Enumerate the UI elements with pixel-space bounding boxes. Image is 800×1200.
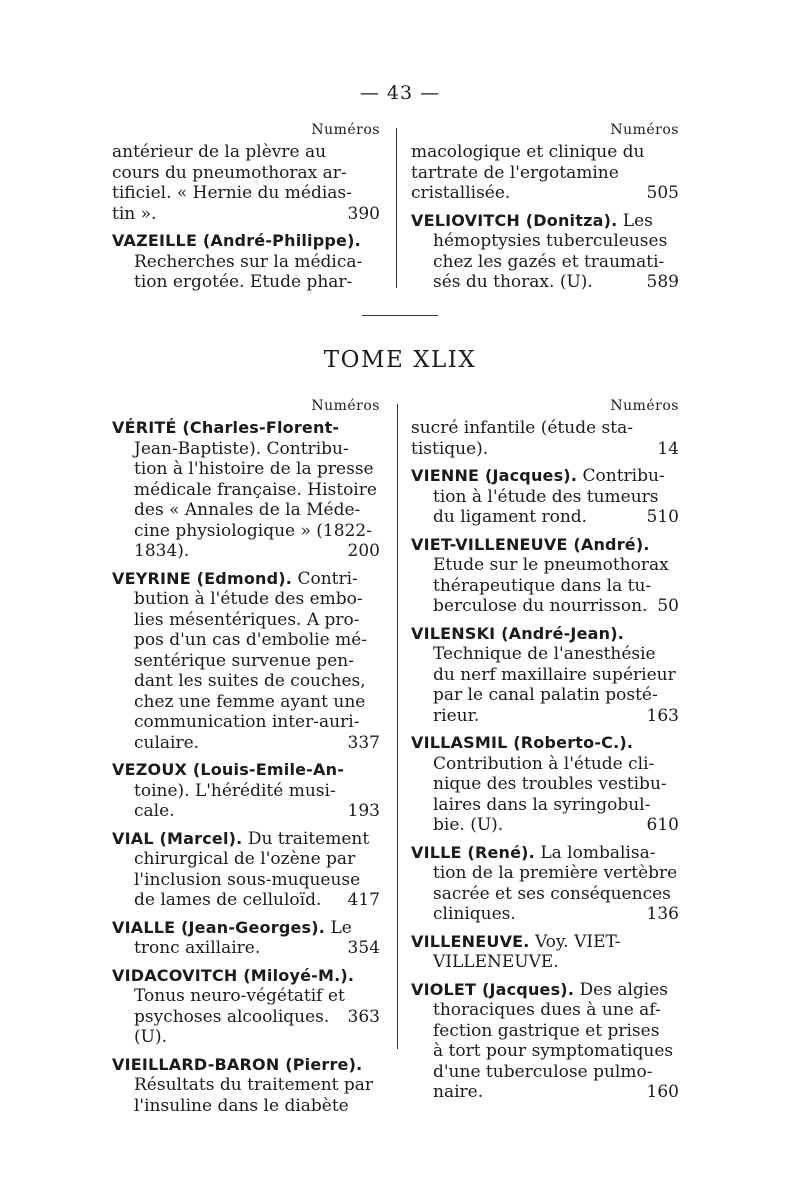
- entry-line: [112, 231, 380, 252]
- entry-line: [112, 918, 380, 939]
- entry-text: antérieur de la plèvre au: [112, 142, 327, 162]
- entry-line: [112, 418, 380, 439]
- entry-text: Jean-Baptiste). Contribu-: [134, 438, 349, 459]
- entry-text: [112, 918, 352, 939]
- author-name: VIENNE (Jacques).: [411, 466, 578, 485]
- author-name: VIAL (Marcel).: [112, 828, 243, 848]
- entry-text: berculose du nourrisson.: [433, 596, 648, 616]
- index-entry: [112, 569, 380, 754]
- entry-text: de lames de celluloïd.: [134, 890, 322, 910]
- top-right-column: [411, 122, 679, 300]
- entry-line: [112, 1075, 380, 1096]
- index-entry: [112, 918, 380, 959]
- column-header: Numéros: [610, 122, 679, 138]
- index-entry: [411, 843, 679, 925]
- entry-text: [112, 1055, 362, 1076]
- entry-text: [112, 760, 344, 781]
- entry-text: chirurgical de l'ozène par: [134, 849, 356, 869]
- entry-line: [112, 459, 380, 480]
- entry-line: [112, 986, 380, 1007]
- bottom-right-column: [411, 398, 679, 1110]
- index-entry: [112, 1055, 380, 1117]
- entry-text: [411, 733, 633, 754]
- entry-line: [411, 843, 679, 864]
- entry-line: [112, 781, 380, 802]
- entry-line: [411, 952, 679, 973]
- entry-number: 354: [347, 938, 380, 958]
- entry-line: [112, 439, 380, 460]
- index-entry: [411, 142, 679, 204]
- entry-text: l'inclusion sous-muqueuse: [134, 869, 361, 890]
- entry-text-cont: Des algies: [574, 979, 669, 1000]
- entry-line: [411, 211, 679, 232]
- entry-text: lies mésentériques. A pro-: [134, 609, 360, 630]
- entry-number: 505: [646, 183, 679, 203]
- entry-text: cale.: [134, 801, 175, 821]
- entry-line: [112, 183, 380, 204]
- entry-text: [112, 829, 369, 850]
- entry-line: [112, 163, 380, 184]
- entry-line: [112, 966, 380, 987]
- entry-text: VILLENEUVE.: [433, 952, 559, 972]
- index-entry: [112, 760, 380, 822]
- index-entry: [411, 932, 679, 973]
- entry-line: [112, 630, 380, 651]
- entry-line: [112, 938, 380, 959]
- tome-title: TOME XLIX: [323, 347, 477, 373]
- entry-text: psychoses alcooliques. (U).: [134, 1006, 330, 1047]
- entry-number: 589: [646, 272, 679, 292]
- bottom-column-divider: [397, 404, 398, 1049]
- author-name: VIDACOVITCH (Miloyé-M.).: [112, 965, 355, 985]
- entry-text: [411, 624, 624, 645]
- entry-line: [411, 507, 679, 528]
- entry-text: hémoptysies tuberculeuses: [433, 231, 668, 251]
- entry-line: [411, 163, 679, 184]
- entry-text: cliniques.: [433, 904, 516, 924]
- entry-text-cont: Contri-: [292, 568, 358, 589]
- entry-text: dant les suites de couches,: [134, 671, 366, 691]
- entry-text: Résultats du traitement par: [134, 1075, 374, 1095]
- author-name: VÉRITÉ (Charles-Florent-: [112, 418, 340, 437]
- entry-text: médicale française. Histoire: [134, 479, 377, 500]
- entry-line: [112, 1055, 380, 1076]
- author-name: VIOLET (Jacques).: [411, 979, 575, 999]
- entry-line: [112, 1007, 380, 1048]
- author-name: VILLASMIL (Roberto-C.).: [411, 733, 634, 752]
- entry-number: 417: [347, 890, 380, 910]
- author-name: VIEILLARD-BARON (Pierre).: [112, 1054, 363, 1074]
- entry-text: culaire.: [134, 732, 200, 753]
- entry-number: 50: [657, 596, 679, 616]
- entry-text: cine physiologique » (1822-: [134, 520, 372, 541]
- entry-text: [411, 980, 668, 1001]
- index-entry: [411, 418, 679, 459]
- entry-line: [411, 863, 679, 884]
- entry-line: [411, 439, 679, 460]
- entry-number: 390: [347, 203, 380, 224]
- index-entry: [112, 142, 380, 224]
- entry-line: [411, 624, 679, 645]
- column-header: Numéros: [311, 398, 380, 414]
- entry-number: 163: [646, 705, 679, 726]
- entry-line: [112, 610, 380, 631]
- author-name: VILLENEUVE.: [411, 931, 530, 951]
- entry-line: [112, 272, 380, 293]
- entry-text: [112, 966, 354, 987]
- entry-line: [411, 932, 679, 953]
- entry-line: [112, 252, 380, 273]
- entry-text-cont: Les: [617, 210, 653, 231]
- entry-text: [411, 535, 650, 556]
- entry-text: [112, 231, 361, 252]
- entry-text: bie. (U).: [433, 815, 504, 835]
- index-entry: [411, 535, 679, 617]
- entry-line: [411, 904, 679, 925]
- index-entry: [411, 624, 679, 727]
- entry-line: [411, 685, 679, 706]
- entry-line: [112, 569, 380, 590]
- entry-text: [112, 569, 358, 590]
- entry-line: [112, 500, 380, 521]
- entry-text: Tonus neuro-végétatif et: [134, 986, 345, 1006]
- entry-text: nique des troubles vestibu-: [433, 774, 667, 794]
- entry-line: [112, 692, 380, 713]
- entry-text: toine). L'hérédité musi-: [134, 780, 336, 801]
- entry-text: Technique de l'anesthésie: [433, 644, 656, 664]
- entry-text: [411, 466, 665, 487]
- entry-number: 136: [646, 904, 679, 924]
- entry-text: chez les gazés et traumati-: [433, 251, 665, 272]
- entry-line: [112, 870, 380, 891]
- entry-text: l'insuline dans le diabète: [134, 1095, 349, 1116]
- entry-number: 610: [646, 815, 679, 835]
- entry-text: rieur.: [433, 705, 480, 726]
- entry-line: [112, 733, 380, 754]
- author-name: VIET-VILLENEUVE (André).: [411, 534, 650, 554]
- bottom-left-column: [112, 398, 380, 1123]
- entry-line: [411, 142, 679, 163]
- entry-line: [411, 754, 679, 775]
- entry-line: [411, 576, 679, 597]
- entry-line: [112, 651, 380, 672]
- entry-line: [112, 671, 380, 692]
- entry-text: tartrate de l'ergotamine: [411, 162, 619, 183]
- entry-text: thoraciques dues à une af-: [433, 1000, 661, 1020]
- entry-line: [411, 418, 679, 439]
- entry-line: [411, 535, 679, 556]
- top-column-divider: [396, 128, 397, 288]
- author-name: VELIOVITCH (Donitza).: [411, 210, 618, 230]
- entry-line: [411, 706, 679, 727]
- entry-text: cours du pneumothorax ar-: [112, 162, 347, 183]
- entry-text: fection gastrique et prises: [433, 1020, 660, 1041]
- entry-text: sacrée et ses conséquences: [433, 883, 671, 904]
- entry-line: [411, 252, 679, 273]
- index-entry: [411, 211, 679, 293]
- entry-line: [411, 1021, 679, 1042]
- entry-line: [411, 795, 679, 816]
- index-entry: [112, 829, 380, 911]
- entry-line: [112, 849, 380, 870]
- entry-text: [411, 843, 655, 864]
- entry-text: [411, 932, 620, 953]
- page-number: — 43 —: [359, 82, 441, 104]
- author-name: VEZOUX (Louis-Emile-An-: [112, 760, 345, 779]
- entry-line: [411, 1082, 679, 1103]
- entry-text: naire.: [433, 1082, 484, 1102]
- index-entry: [112, 966, 380, 1048]
- index-entry: [411, 466, 679, 528]
- entry-text: sucré infantile (étude sta-: [411, 418, 633, 438]
- entry-line: [112, 712, 380, 733]
- entry-text: pos d'un cas d'embolie mé-: [134, 630, 368, 650]
- entry-line: [411, 665, 679, 686]
- entry-line: [411, 1062, 679, 1083]
- entry-line: [411, 272, 679, 293]
- entry-text: cristallisée.: [411, 183, 511, 203]
- entry-text: tistique).: [411, 438, 489, 459]
- entry-text: tion à l'histoire de la presse: [134, 459, 374, 479]
- entry-text-cont: Voy. VIET-: [529, 931, 621, 952]
- entry-text: des « Annales de la Méde-: [134, 500, 361, 520]
- author-name: VIALLE (Jean-Georges).: [112, 917, 326, 937]
- entry-line: [112, 204, 380, 225]
- entry-text: du nerf maxillaire supérieur: [433, 664, 676, 685]
- entry-line: [112, 890, 380, 911]
- entry-text: Etude sur le pneumothorax: [433, 555, 669, 575]
- entry-text-cont: Du traitement: [242, 828, 370, 849]
- entry-text: 1834).: [134, 541, 190, 561]
- entry-number: 200: [347, 541, 380, 561]
- entry-line: [411, 1000, 679, 1021]
- index-entry: [411, 980, 679, 1103]
- entry-text: tion de la première vertèbre: [433, 863, 678, 883]
- entry-text-cont: La lombalisa-: [534, 842, 656, 863]
- entry-line: [411, 596, 679, 617]
- entry-line: [112, 829, 380, 850]
- entry-line: [411, 231, 679, 252]
- entry-line: [411, 815, 679, 836]
- entry-text: du ligament rond.: [433, 507, 588, 527]
- index-entry: [112, 418, 380, 562]
- entry-line: [411, 884, 679, 905]
- entry-text: tronc axillaire.: [134, 938, 261, 958]
- index-entry: [411, 733, 679, 836]
- entry-line: [411, 487, 679, 508]
- entry-text: sés du thorax. (U).: [433, 272, 593, 292]
- entry-number: 193: [347, 801, 380, 821]
- author-name: VAZEILLE (André-Philippe).: [112, 231, 361, 250]
- entry-text: laires dans la syringobul-: [433, 794, 651, 815]
- author-name: VILENSKI (André-Jean).: [411, 623, 625, 643]
- entry-number: 510: [646, 507, 679, 527]
- top-left-column: [112, 122, 380, 300]
- entry-text-cont: Le: [325, 917, 352, 938]
- entry-line: [411, 183, 679, 204]
- entry-text: Recherches sur la médica-: [134, 251, 363, 272]
- entry-line: [112, 801, 380, 822]
- entry-number: 337: [347, 732, 380, 753]
- entry-text: [112, 418, 339, 439]
- entry-number: 160: [646, 1082, 679, 1102]
- entry-text: par le canal palatin posté-: [433, 685, 658, 705]
- entry-line: [112, 521, 380, 542]
- entry-text: communication inter-auri-: [134, 712, 360, 732]
- entry-line: [112, 589, 380, 610]
- entry-text: tion ergotée. Etude phar-: [134, 272, 353, 292]
- entry-line: [112, 760, 380, 781]
- entry-text: d'une tuberculose pulmo-: [433, 1061, 653, 1082]
- entry-line: [411, 644, 679, 665]
- entry-text: tificiel. « Hernie du médias-: [112, 183, 352, 203]
- entry-line: [411, 555, 679, 576]
- entry-number: 14: [657, 438, 679, 459]
- entry-number: 363: [347, 1006, 380, 1027]
- author-name: VILLE (René).: [411, 842, 535, 862]
- author-name: VEYRINE (Edmond).: [112, 568, 293, 588]
- entry-line: [112, 541, 380, 562]
- entry-text-cont: Contribu-: [577, 466, 665, 486]
- entry-text: tion à l'étude des tumeurs: [433, 486, 659, 507]
- entry-text: macologique et clinique du: [411, 142, 645, 162]
- entry-line: [112, 142, 380, 163]
- entry-line: [411, 980, 679, 1001]
- entry-text: à tort pour symptomatiques: [433, 1041, 674, 1061]
- entry-text: [411, 211, 653, 232]
- column-header: Numéros: [311, 122, 380, 138]
- entry-text: bution à l'étude des embo-: [134, 589, 363, 609]
- entry-text: sentérique survenue pen-: [134, 650, 354, 671]
- entry-text: tin ».: [112, 203, 157, 224]
- section-divider-rule: [362, 315, 438, 316]
- entry-text: chez une femme ayant une: [134, 691, 366, 712]
- entry-line: [112, 480, 380, 501]
- entry-line: [411, 733, 679, 754]
- index-entry: [112, 231, 380, 293]
- entry-line: [411, 1041, 679, 1062]
- entry-line: [112, 1096, 380, 1117]
- entry-line: [411, 466, 679, 487]
- entry-text: thérapeutique dans la tu-: [433, 575, 652, 596]
- entry-line: [411, 774, 679, 795]
- column-header: Numéros: [610, 398, 679, 414]
- entry-text: Contribution à l'étude cli-: [433, 753, 655, 774]
